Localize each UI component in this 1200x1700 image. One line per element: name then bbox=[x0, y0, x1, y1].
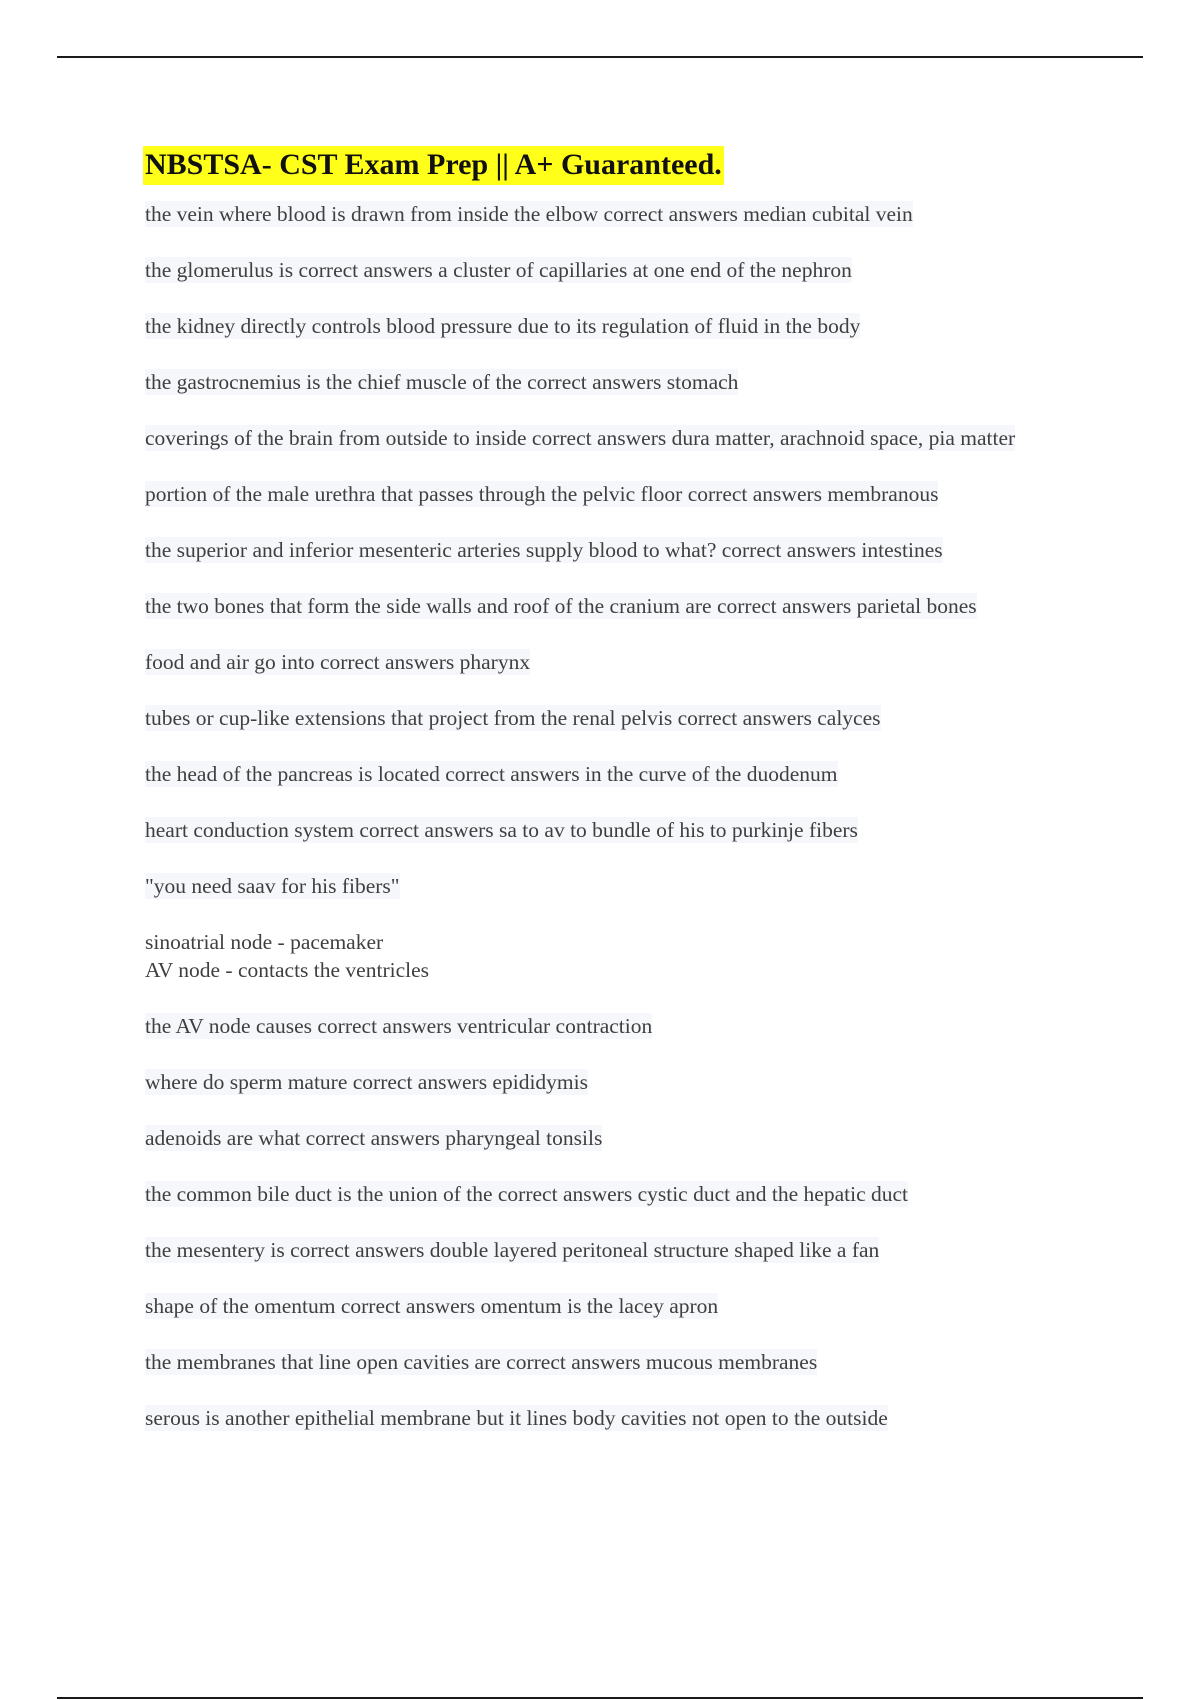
node-note bbox=[145, 928, 1055, 984]
qa-item bbox=[145, 1404, 1055, 1432]
qa-text: the head of the pancreas is located correct answers in the curve of the duodenum bbox=[145, 762, 838, 786]
qa-text: the glomerulus is correct answers a cluster of capillaries at one end of the nephron bbox=[145, 258, 852, 282]
bottom-rule bbox=[57, 1697, 1143, 1699]
qa-item bbox=[145, 1292, 1055, 1320]
qa-item bbox=[145, 872, 1055, 900]
qa-text: the kidney directly controls blood pressure due to its regulation of fluid in the body bbox=[145, 314, 861, 338]
qa-text: food and air go into correct answers pharynx bbox=[145, 650, 531, 674]
qa-text: shape of the omentum correct answers omentum is the lacey apron bbox=[145, 1294, 719, 1318]
qa-text: coverings of the brain from outside to inside correct answers dura matter, arachnoid space, pia matter bbox=[145, 426, 1016, 450]
qa-text: the membranes that line open cavities are correct answers mucous membranes bbox=[145, 1350, 818, 1374]
qa-item bbox=[145, 200, 1055, 228]
qa-item bbox=[145, 592, 1055, 620]
qa-text: the two bones that form the side walls and roof of the cranium are correct answers parietal bones bbox=[145, 594, 977, 618]
qa-text: the AV node causes correct answers ventricular contraction bbox=[145, 1014, 653, 1038]
qa-item bbox=[145, 760, 1055, 788]
qa-item bbox=[145, 1068, 1055, 1096]
qa-text: "you need saav for his fibers" bbox=[145, 874, 400, 898]
qa-text: the gastrocnemius is the chief muscle of the correct answers stomach bbox=[145, 370, 739, 394]
node-note-line-1: sinoatrial node - pacemaker bbox=[145, 930, 384, 954]
qa-text: the common bile duct is the union of the correct answers cystic duct and the hepatic duct bbox=[145, 1182, 909, 1206]
document-title: NBSTSA- CST Exam Prep || A+ Guaranteed. bbox=[143, 146, 724, 185]
qa-text: serous is another epithelial membrane but it lines body cavities not open to the outside bbox=[145, 1406, 888, 1430]
document-body bbox=[145, 146, 1055, 1460]
qa-item bbox=[145, 536, 1055, 564]
qa-text: the superior and inferior mesenteric arteries supply blood to what? correct answers intestines bbox=[145, 538, 943, 562]
qa-item bbox=[145, 648, 1055, 676]
qa-item bbox=[145, 424, 1055, 452]
qa-item bbox=[145, 1348, 1055, 1376]
qa-text: the vein where blood is drawn from inside the elbow correct answers median cubital vein bbox=[145, 202, 913, 226]
node-note-line-2: AV node - contacts the ventricles bbox=[145, 958, 430, 982]
qa-item bbox=[145, 1012, 1055, 1040]
qa-item bbox=[145, 312, 1055, 340]
qa-item bbox=[145, 1236, 1055, 1264]
qa-item bbox=[145, 480, 1055, 508]
qa-item bbox=[145, 368, 1055, 396]
qa-text: where do sperm mature correct answers epididymis bbox=[145, 1070, 588, 1094]
qa-item bbox=[145, 704, 1055, 732]
qa-item bbox=[145, 816, 1055, 844]
top-rule bbox=[57, 56, 1143, 58]
qa-text: the mesentery is correct answers double layered peritoneal structure shaped like a fan bbox=[145, 1238, 880, 1262]
qa-text: heart conduction system correct answers sa to av to bundle of his to purkinje fibers bbox=[145, 818, 858, 842]
qa-text: adenoids are what correct answers pharyngeal tonsils bbox=[145, 1126, 603, 1150]
qa-item bbox=[145, 1180, 1055, 1208]
qa-item bbox=[145, 256, 1055, 284]
qa-list bbox=[145, 200, 1055, 1432]
qa-text: portion of the male urethra that passes through the pelvic floor correct answers membranous bbox=[145, 482, 939, 506]
qa-item bbox=[145, 1124, 1055, 1152]
qa-text: tubes or cup-like extensions that project from the renal pelvis correct answers calyces bbox=[145, 706, 881, 730]
